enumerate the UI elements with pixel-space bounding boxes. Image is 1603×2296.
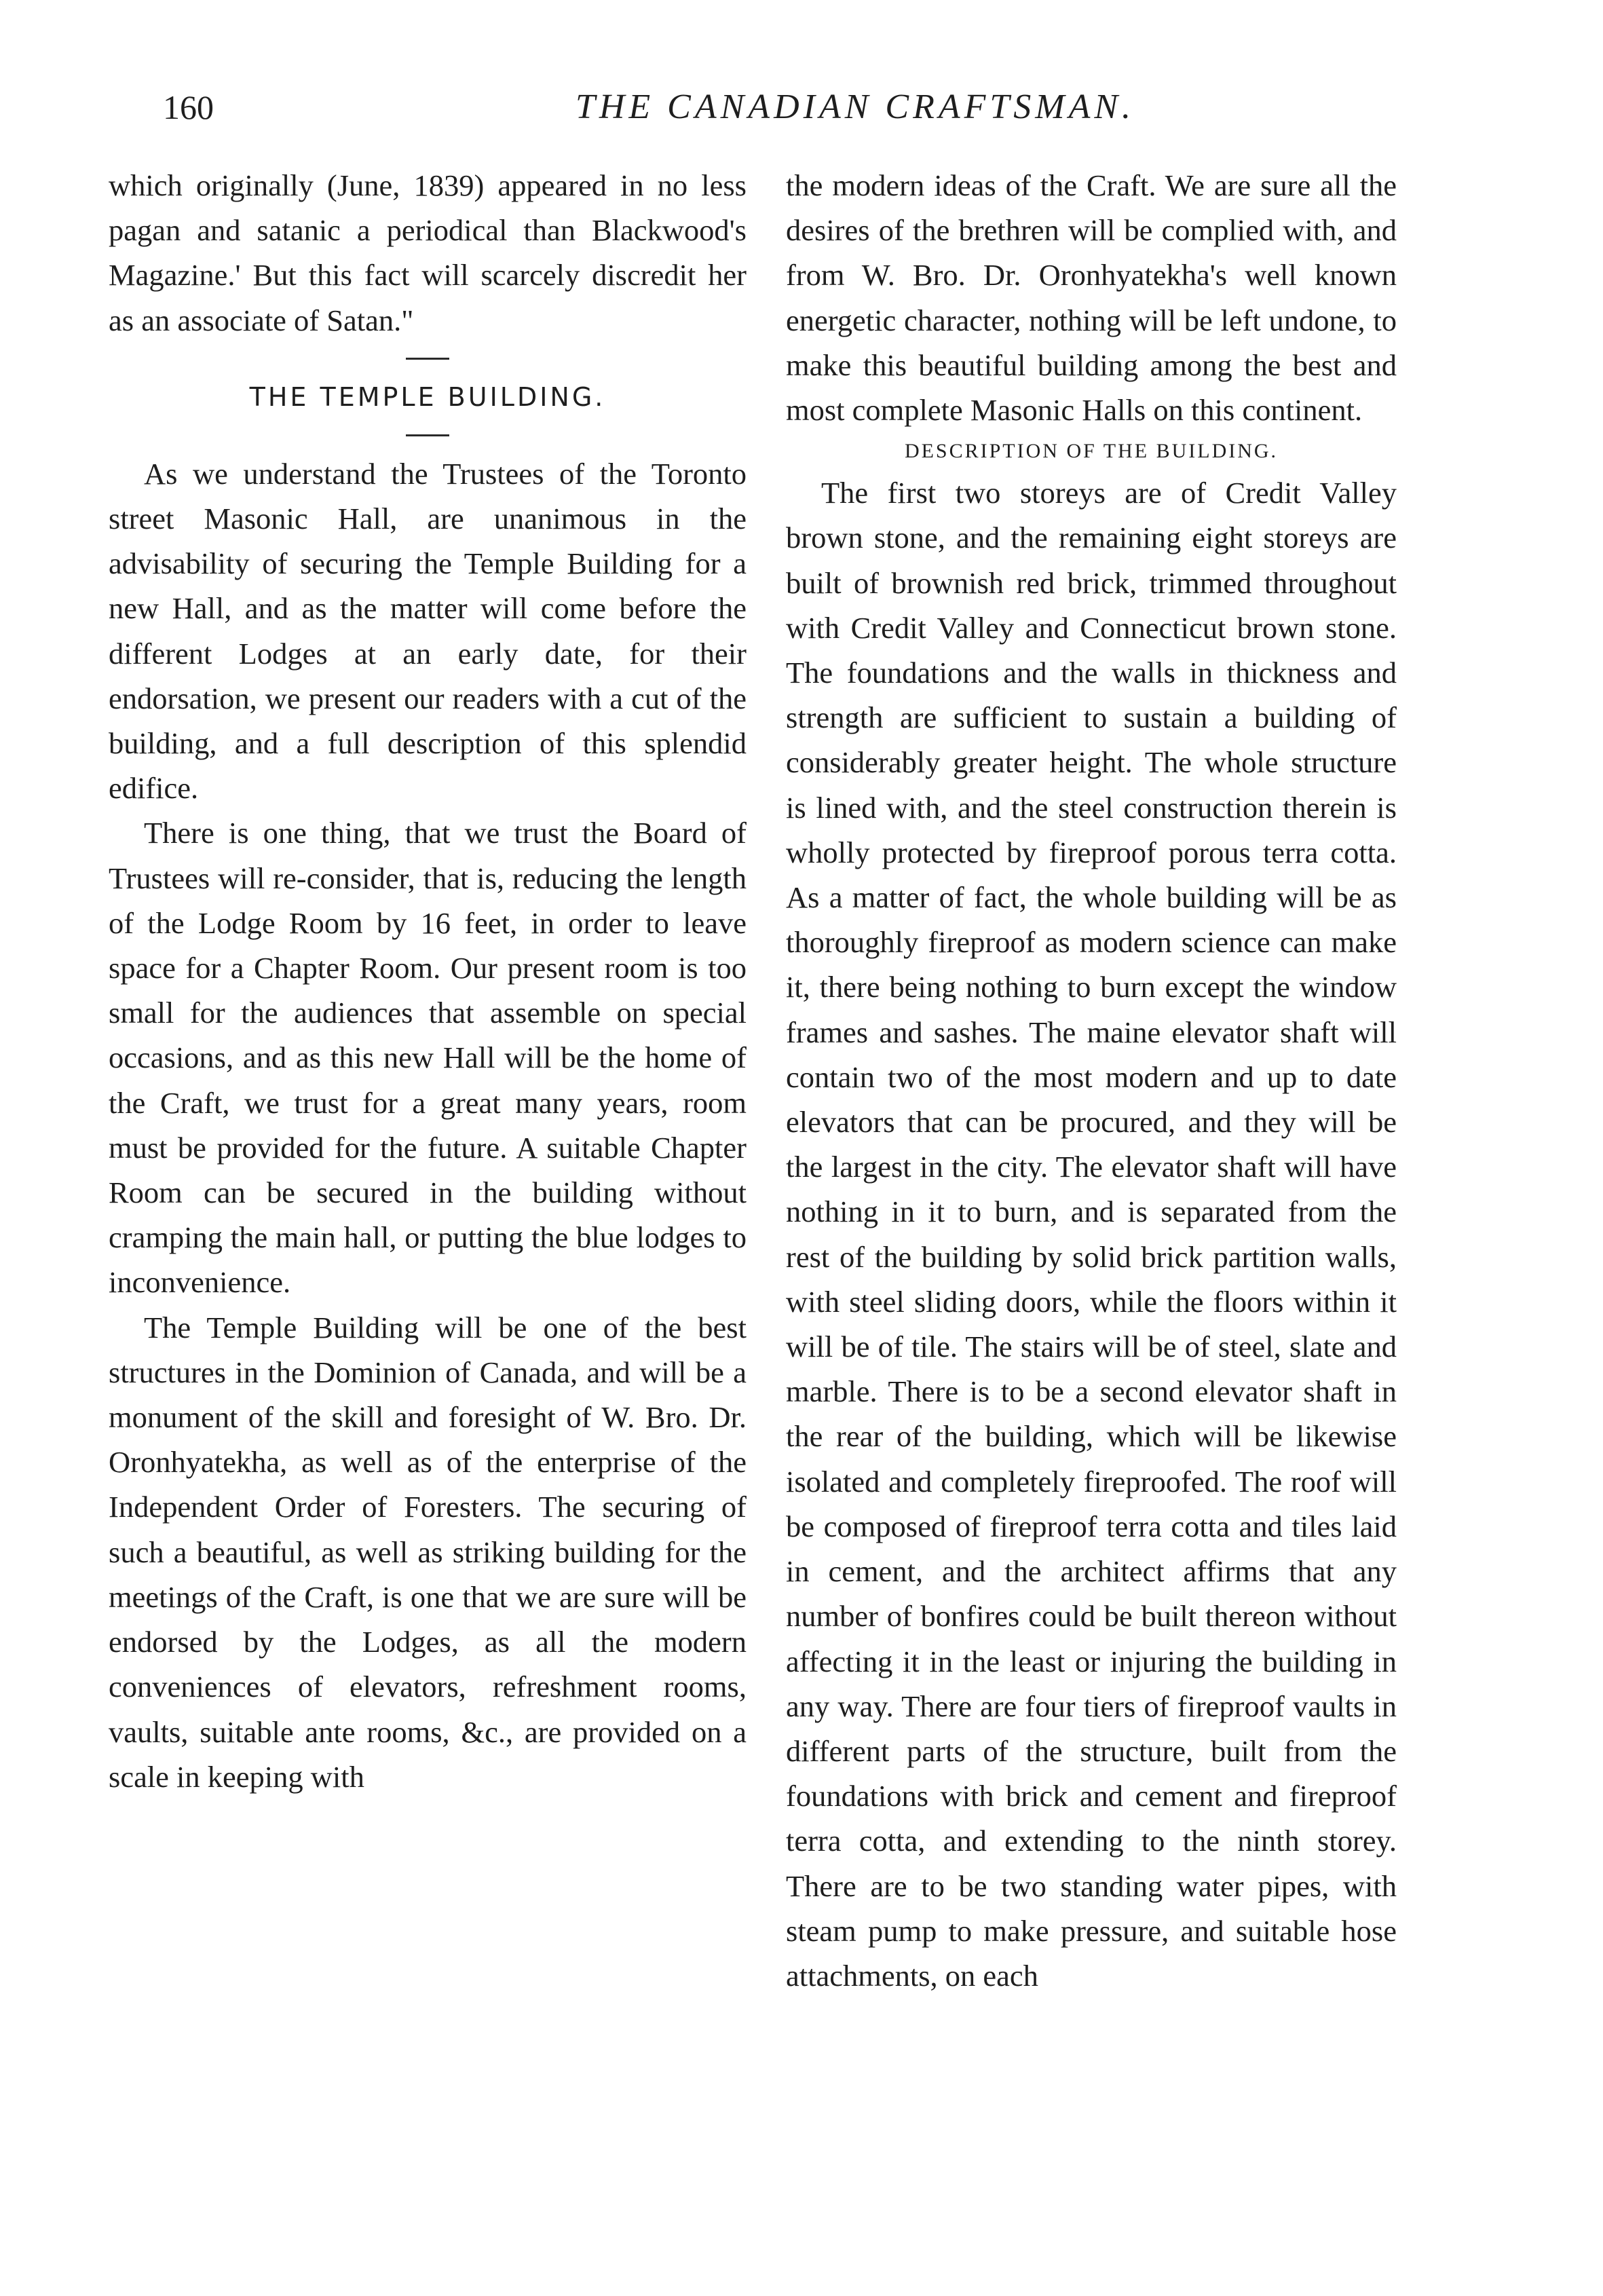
- continuation-paragraph: the modern ideas of the Craft. We are sure all the desires of the brethren will be complied with, and from W. Bro. Dr. Oronhyatekha's well known energetic character, nothing will be left undone, to make this beautiful building among the best and most complete Masonic Halls on this continent.: [786, 168, 1397, 428]
- description-subheading: DESCRIPTION OF THE BUILDING.: [904, 440, 1279, 463]
- intro-paragraph: which originally (June, 1839) appeared in no less pagan and satanic a periodical than Blackwood's Magazine.' But this fact will scarcely discredit her as an associate of Satan.": [109, 168, 747, 337]
- article-paragraph-2: There is one thing, that we trust the Board of Trustees will re-consider, that is, reducing the length of the Lodge Room by 16 feet, in order to leave space for a Chapter Room. Our present room is too small for the audiences that assemble on special occasions, and as this new Hall will be the home of the Craft, we trust for a great many years, room must be provided for the future. A suitable Chapter Room can be secured in the building without cramping the main hall, or putting the blue lodges to inconvenience.: [109, 816, 747, 1300]
- article-paragraph-1: As we understand the Trustees of the Toronto street Masonic Hall, are unanimous in the advisability of securing the Temple Building for a new Hall, and as the matter will come before the different Lodges at an early date, for their endorsation, we present our readers with a cut of the building, and a full description of this splendid edifice.: [109, 456, 747, 806]
- section-divider-bottom: [406, 434, 449, 436]
- right-column: [786, 163, 1397, 1998]
- description-paragraph: The first two storeys are of Credit Valley brown stone, and the remaining eight storeys are built of brownish red brick, trimmed throughout with Credit Valley and Connecticut brown stone. The foundations and the walls in thickness and strength are sufficient to sustain a building of considerably greater height. The whole structure is lined with, and the steel construction therein is wholly protected by fireproof porous terra cotta. As a matter of fact, the whole building will be as thoroughly fireproof as modern science can make it, there being nothing to burn except the window frames and sashes. The maine elevator shaft will contain two of the most modern and up to date elevators that can be procured, and they will be the largest in the city. The elevator shaft will have nothing in it to burn, and is separated from the rest of the building by solid brick partition walls, with steel sliding doors, while the floors within it will be of tile. The stairs will be of steel, slate and marble. There is to be a second elevator shaft in the rear of the building, which will be likewise isolated and completely fireproofed. The roof will be composed of fireproof terra cotta and tiles laid in cement, and the architect affirms that any number of bonfires could be built thereon without affecting it in the least or injuring the building in any way. There are four tiers of fireproof vaults in different parts of the structure, built from the foundations with brick and cement and fireproof terra cotta, and extending to the ninth storey. There are to be two standing water pipes, with steam pump to make pressure, and suitable hose attachments, on each: [786, 476, 1397, 1993]
- section-heading: THE TEMPLE BUILDING.: [249, 381, 606, 412]
- left-column: [109, 163, 747, 1799]
- journal-title: THE CANADIAN CRAFTSMAN.: [575, 88, 1135, 126]
- section-divider-top: [406, 358, 449, 360]
- running-head: [163, 80, 1439, 134]
- article-paragraph-3: The Temple Building will be one of the best structures in the Dominion of Canada, and will be a monument of the skill and foresight of W. Bro. Dr. Oronhyatekha, as well as of the enterprise of the Independent Order of Foresters. The securing of such a beautiful, as well as striking building for the meetings of the Craft, is one that we are sure will be endorsed by the Lodges, as all the modern conveniences of elevators, refreshment rooms, vaults, suitable ante rooms, &c., are provided on a scale in keeping with: [109, 1310, 747, 1794]
- page-number: 160: [163, 88, 214, 126]
